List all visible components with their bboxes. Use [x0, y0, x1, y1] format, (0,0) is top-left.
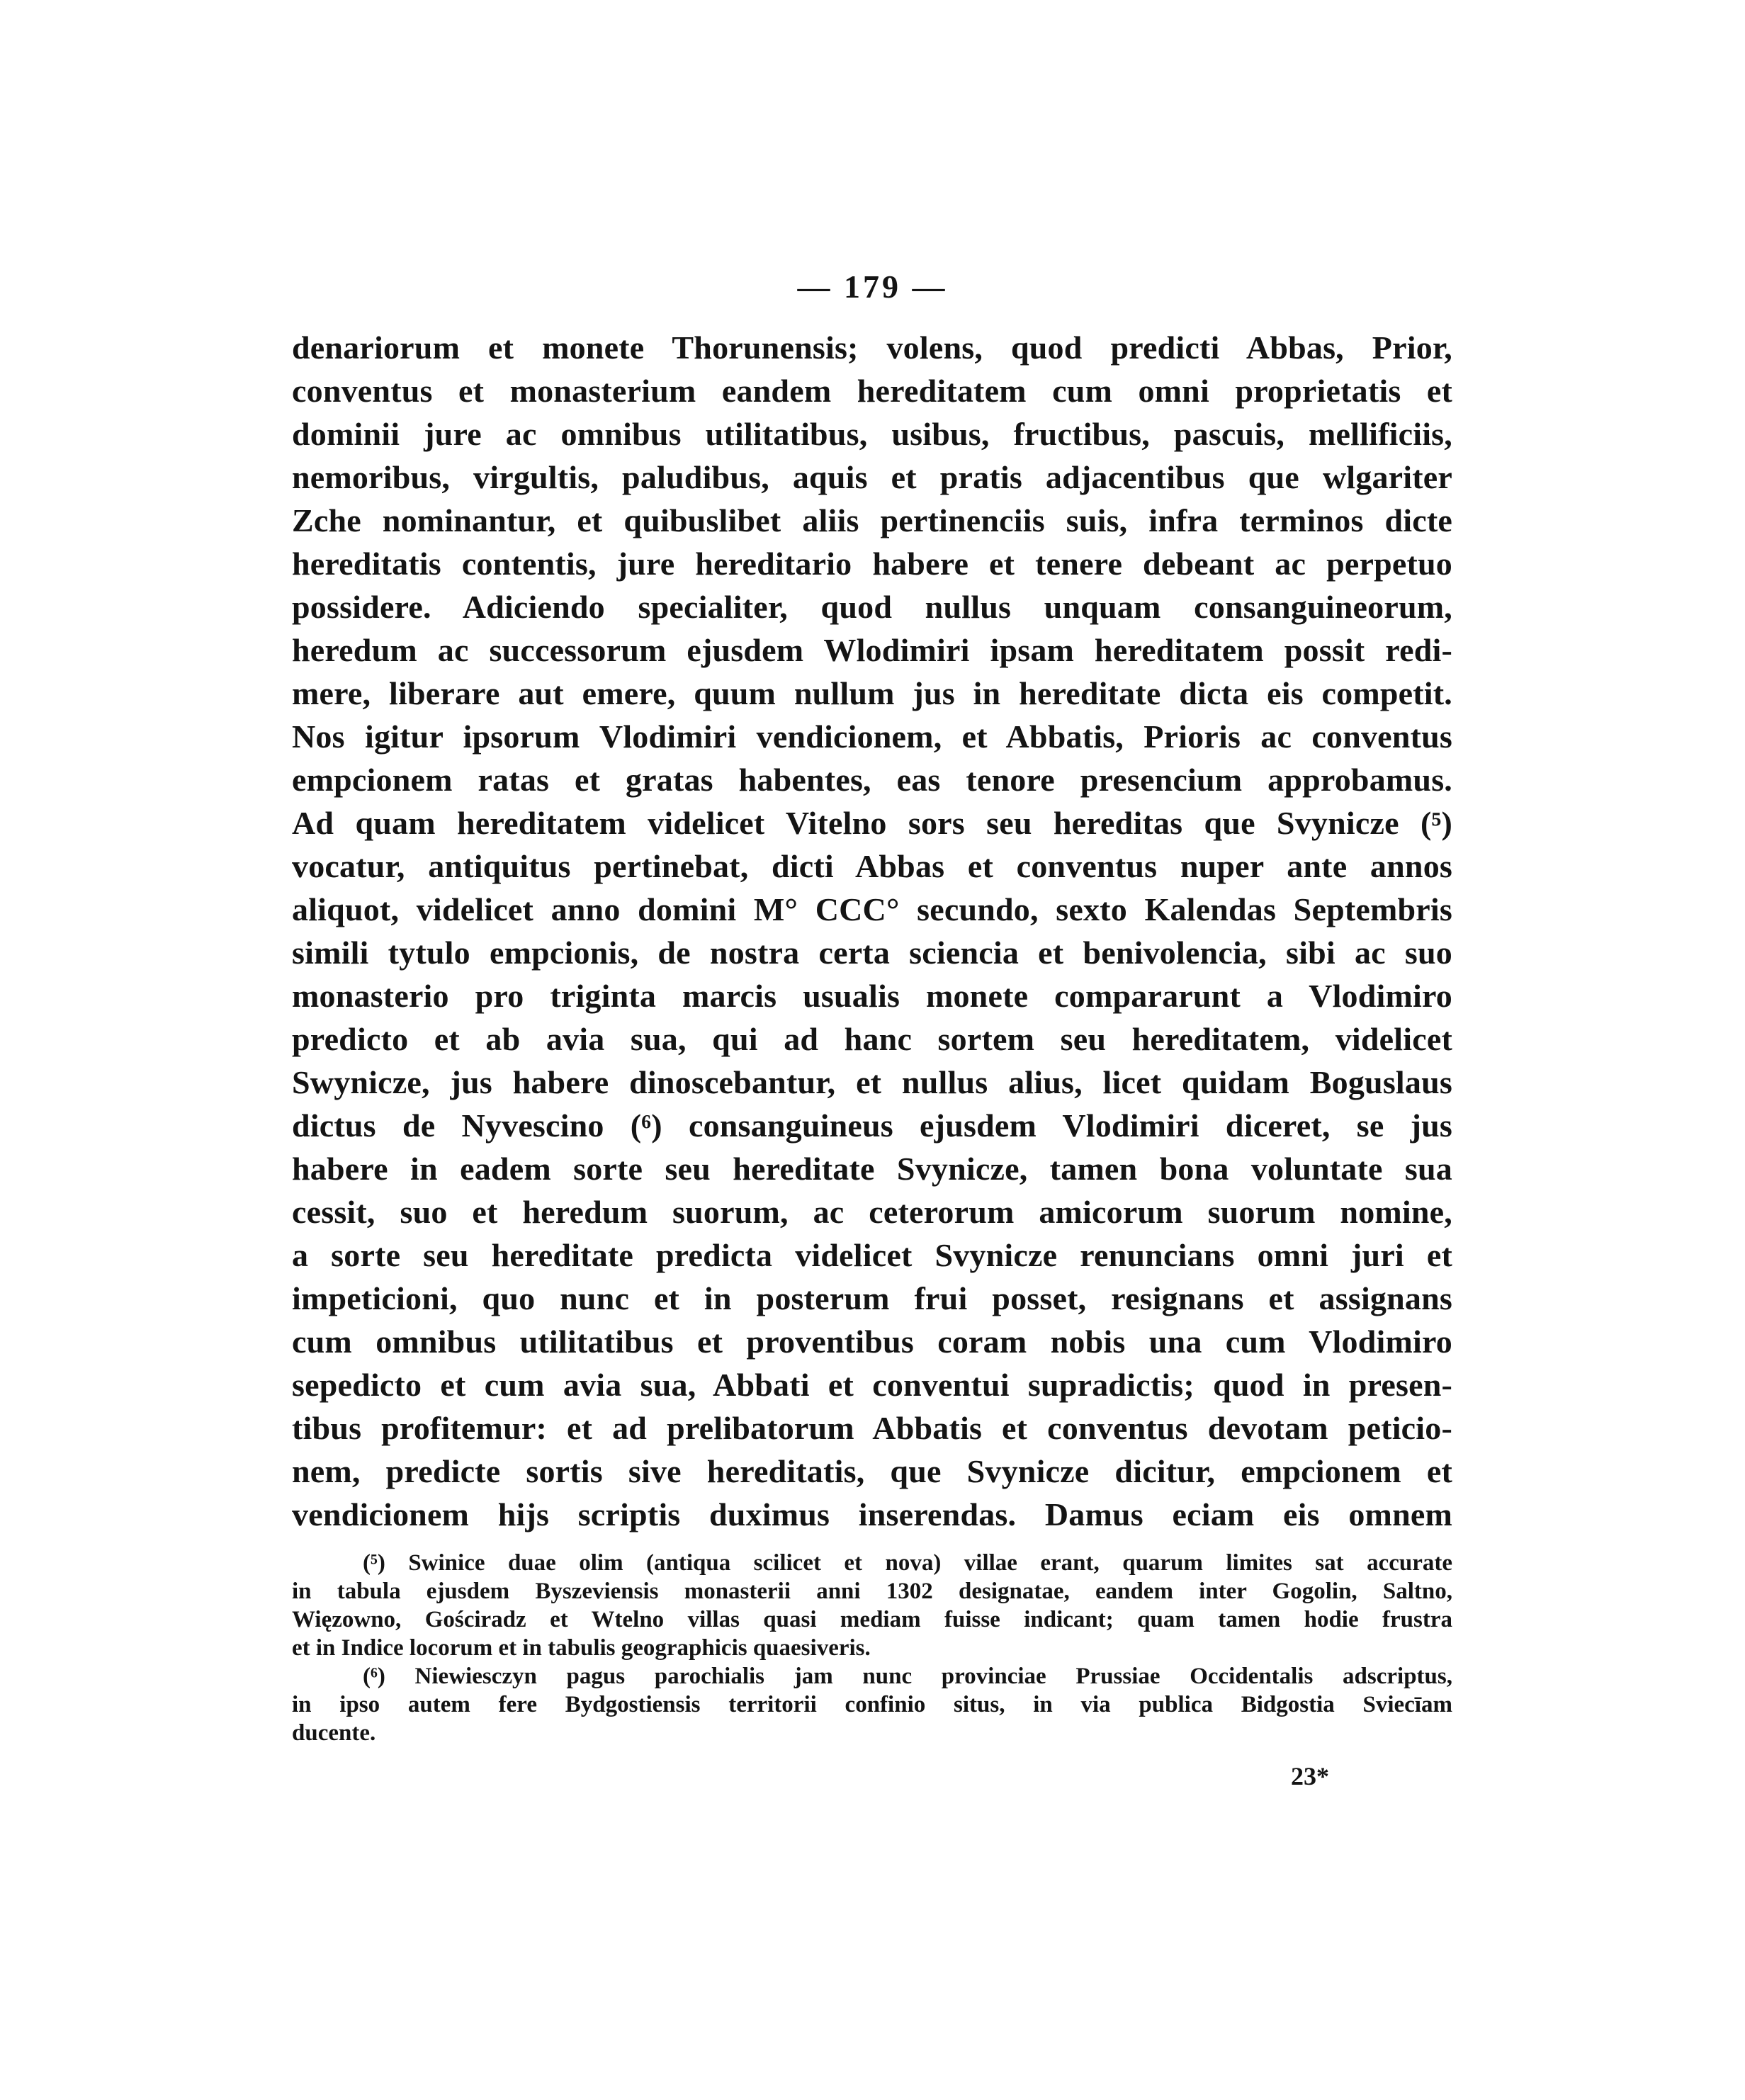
text-line: possidere. Adiciendo specialiter, quod nullus unquam consanguineorum, — [292, 589, 1452, 625]
text-line: predicto et ab avia sua, qui ad hanc sortem seu hereditatem, videlicet — [292, 1021, 1452, 1057]
text-line: Ad quam hereditatem videlicet Vitelno sors seu hereditas que Svynicze (⁵) — [292, 805, 1452, 841]
signature-mark: 23* — [1291, 1762, 1329, 1790]
text-line: dominii jure ac omnibus utilitatibus, usibus, fructibus, pascuis, mellificiis, — [292, 416, 1452, 452]
text-line: dictus de Nyvescino (⁶) consanguineus ejusdem Vlodimiri diceret, se jus — [292, 1107, 1452, 1144]
text-line: tibus profitemur: et ad prelibatorum Abbatis et conventus devotam peticio- — [292, 1410, 1452, 1446]
footnote-line: in tabula ejusdem Byszeviensis monasterii anni 1302 designatae, eandem inter Gogolin, Saltno, — [292, 1579, 1452, 1604]
footnote-line: et in Indice locorum et in tabulis geographicis quaesiveris. — [292, 1635, 871, 1661]
text-line: aliquot, videlicet anno domini M° CCC° secundo, sexto Kalendas Septembris — [292, 891, 1452, 927]
footnote-line: (⁶) Niewiesczyn pagus parochialis jam nunc provinciae Prussiae Occidentalis adscriptus, — [363, 1664, 1452, 1689]
main-text — [292, 326, 1452, 1536]
text-line: nemoribus, virgultis, paludibus, aquis et pratis adjacentibus que wlgariter — [292, 459, 1452, 495]
text-line: heredum ac successorum ejusdem Wlodimiri ipsam hereditatem possit redi- — [292, 632, 1452, 668]
text-line: mere, liberare aut emere, quum nullum jus in hereditate dicta eis competit. — [292, 675, 1452, 711]
text-line: nem, predicte sortis sive hereditatis, que Svynicze dicitur, empcionem et — [292, 1453, 1452, 1489]
text-line: Zche nominantur, et quibuslibet aliis pertinenciis suis, infra terminos dicte — [292, 502, 1452, 538]
text-line: cum omnibus utilitatibus et proventibus coram nobis una cum Vlodimiro — [292, 1323, 1452, 1360]
footnote-line: ducente. — [292, 1720, 376, 1746]
footnotes — [292, 1549, 1452, 1747]
footnote-line: in ipso autem fere Bydgostiensis territorii confinio situs, in via publica Bidgostia Sviecīam — [292, 1692, 1452, 1717]
footnote-line: (⁵) Swinice duae olim (antiqua scilicet et nova) villae erant, quarum limites sat accurate — [363, 1550, 1452, 1576]
text-line: denariorum et monete Thorunensis; volens, quod predicti Abbas, Prior, — [292, 329, 1452, 366]
text-line: monasterio pro triginta marcis usualis monete compararunt a Vlodimiro — [292, 978, 1452, 1014]
text-line: empcionem ratas et gratas habentes, eas tenore presencium approbamus. — [292, 762, 1452, 798]
text-line: impeticioni, quo nunc et in posterum frui posset, resignans et assignans — [292, 1280, 1452, 1316]
text-line: habere in eadem sorte seu hereditate Svynicze, tamen bona voluntate sua — [292, 1151, 1452, 1187]
text-line: conventus et monasterium eandem hereditatem cum omni proprietatis et — [292, 373, 1452, 409]
text-line: simili tytulo empcionis, de nostra certa sciencia et benivolencia, sibi ac suo — [292, 935, 1452, 971]
text-line: hereditatis contentis, jure hereditario habere et tenere debeant ac perpetuo — [292, 546, 1452, 582]
text-line: Swynicze, jus habere dinoscebantur, et nullus alius, licet quidam Boguslaus — [292, 1064, 1452, 1100]
text-line: vocatur, antiquitus pertinebat, dicti Abbas et conventus nuper ante annos — [292, 848, 1452, 884]
text-line: vendicionem hijs scriptis duximus inserendas. Damus eciam eis omnem — [292, 1496, 1452, 1532]
footnote-line: Więzowno, Gościradz et Wtelno villas quasi mediam fuisse indicant; quam tamen hodie frustra — [292, 1607, 1452, 1632]
text-line: sepedicto et cum avia sua, Abbati et conventui supradictis; quod in presen- — [292, 1367, 1452, 1403]
text-line: cessit, suo et heredum suorum, ac ceterorum amicorum suorum nomine, — [292, 1194, 1452, 1230]
text-line: Nos igitur ipsorum Vlodimiri vendicionem, et Abbatis, Prioris ac conventus — [292, 718, 1452, 755]
page-number: — 179 — — [797, 269, 948, 305]
text-line: a sorte seu hereditate predicta videlicet Svynicze renuncians omni juri et — [292, 1237, 1452, 1273]
